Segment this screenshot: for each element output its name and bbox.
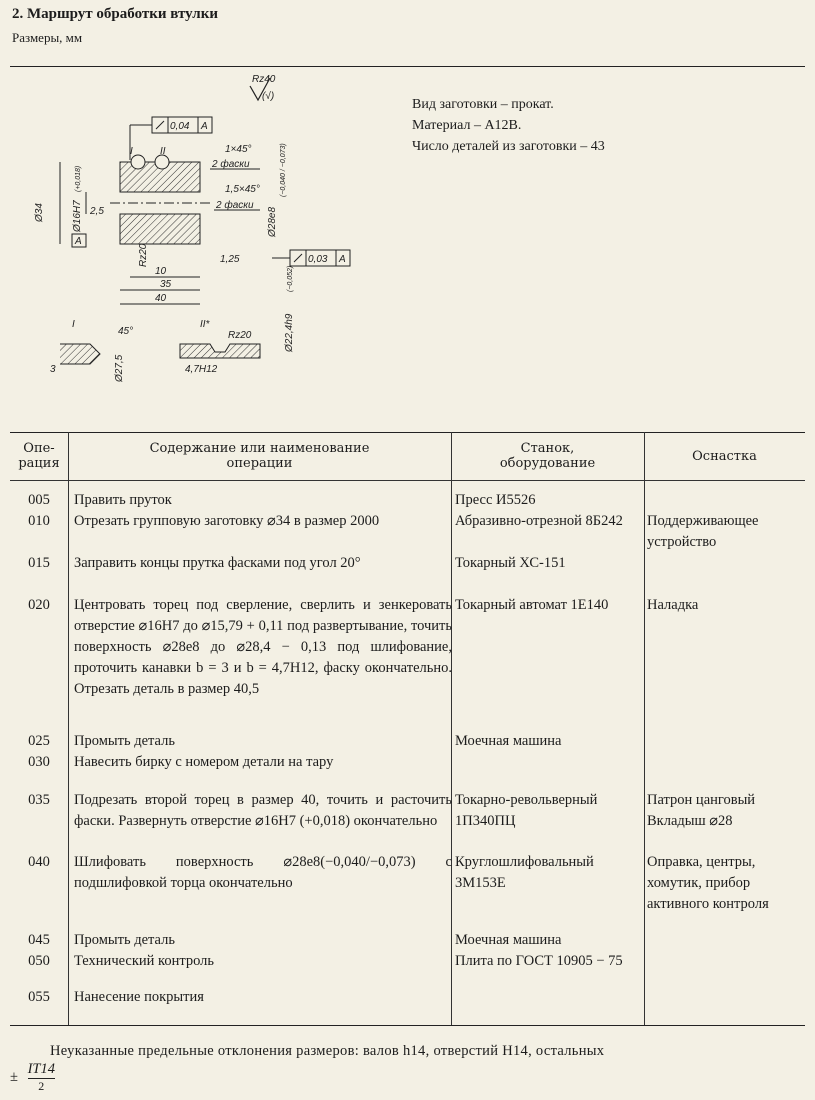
dia-groove: Ø22,4h9: [284, 313, 295, 352]
chamfer1: 1×45°: [225, 144, 252, 155]
dim-40: 40: [155, 293, 167, 304]
dia-bore-tol: (+0,018): [75, 165, 82, 192]
part-drawing: [20, 72, 400, 382]
operations-table: Опе- рация Содержание или наименование операции Станок, оборудование Оснастка 005 Править пруток Пресс И5526 010 Отрезать групповую заготовку ⌀34 в размер 2000 Абразивно-отрезной 8Б242 Поддерживающее устройство 015 Заправить концы прутка фасками под угол 20° Токарный ХС-151 020 Центровать торец под сверление, сверлить и зенкеровать отверстие ⌀16H7 до ⌀15,79 + 0,11 под развертывание, точить поверхность ⌀28e8 до ⌀28,4 − 0,13 под шлифование, проточить канавки b = 3 и b = 4,7H12, фаску окончательно. Отрезать деталь в размер 40,5 Токарный автомат 1Е140 Наладка 025 Промыть деталь Моечная машина 030 Навесить бирку с номером детали на тару 035 Подрезать второй торец в размер 40, точить и расточить фаски. Развернуть отверстие ⌀16H7 (+0,018) окончательно Токарно-револьверный 1П340ПЦ Патрон цанговый Вкладыш ⌀28 040 Шлифовать поверхность ⌀28e8(−0,040/−0,073) с подшлифовкой торца окончательно Круглошлифовальный 3М153Е Оправка, центры, хомутик, прибор активного контроля 045 Промыть деталь Моечная машина 050 Технический контроль Плита по ГОСТ 10905 − 75 055 Нанесение покрытия: [10, 432, 805, 1025]
tolerance-frame-bottom: [272, 250, 350, 266]
detail-II-shape: [180, 344, 260, 358]
svg-text:0,04: 0,04: [170, 121, 190, 132]
rz20-label: Rz20: [138, 243, 149, 267]
dia-outer: Ø34: [34, 203, 45, 222]
chamfer2: 1,5×45°: [225, 184, 260, 195]
top-divider: [10, 66, 805, 67]
footer-fraction: [10, 1061, 55, 1094]
bushing-section: [110, 155, 210, 244]
label-II: II: [160, 146, 166, 157]
dim-4-7: 4,7H12: [185, 364, 218, 375]
parts-count: Число деталей из заготовки – 43: [412, 139, 605, 154]
label-I: I: [130, 146, 133, 157]
header-content: Содержание или наименование операции: [149, 441, 370, 471]
roughness-top-label: Rz40: [252, 74, 276, 85]
dim-2-5: 2,5: [90, 206, 104, 217]
dia-shaft-tol: (−0,040 / −0,073): [280, 143, 287, 197]
dia-groove-tol: (−0,052): [287, 265, 294, 292]
fraction-denominator: 2: [38, 1079, 45, 1093]
tolerance-frame-top: [130, 117, 212, 160]
detail-angle: 45°: [118, 326, 134, 337]
rz20b-label: Rz20: [228, 330, 252, 341]
dia-shaft: Ø28e8: [267, 206, 278, 237]
footer-note: Неуказанные предельные отклонения размеров: валов h14, отверстий H14, остальных: [50, 1043, 605, 1059]
dim-35: 35: [160, 279, 172, 290]
page-subtitle: Размеры, мм: [12, 30, 83, 45]
svg-text:A: A: [339, 254, 346, 265]
chamfer1-note: 2 фаски: [212, 159, 250, 170]
page-title: 2. Маршрут обработки втулки: [12, 6, 219, 22]
fraction-numerator: IT14: [27, 1061, 55, 1077]
dim-10: 10: [155, 266, 167, 277]
fraction-prefix: ±: [10, 1068, 18, 1085]
material: Материал – А12В.: [412, 118, 522, 133]
detail-I-label: I: [72, 319, 75, 330]
roughness-top-sub: (√): [262, 91, 275, 102]
detail-I-shape: [60, 344, 100, 364]
dia-27-5: Ø27,5: [114, 354, 125, 382]
header-tooling: Оснастка: [692, 448, 757, 464]
dia-bore: Ø16H7: [72, 200, 83, 232]
chamfer2-note: 2 фаски: [216, 200, 254, 211]
blank-info: [412, 94, 605, 157]
detail-II-label: II*: [200, 319, 210, 330]
blank-type: Вид заготовки – прокат.: [412, 97, 554, 112]
dim-3: 3: [50, 364, 56, 375]
table-bottom-rule: [10, 1025, 805, 1026]
svg-text:A: A: [201, 121, 208, 132]
datum-a: A: [75, 236, 82, 247]
header-machine: Станок, оборудование: [499, 441, 596, 471]
dim-1-25: 1,25: [220, 254, 240, 265]
svg-text:0,03: 0,03: [308, 254, 328, 265]
header-operation: Опе- рация: [18, 441, 60, 471]
